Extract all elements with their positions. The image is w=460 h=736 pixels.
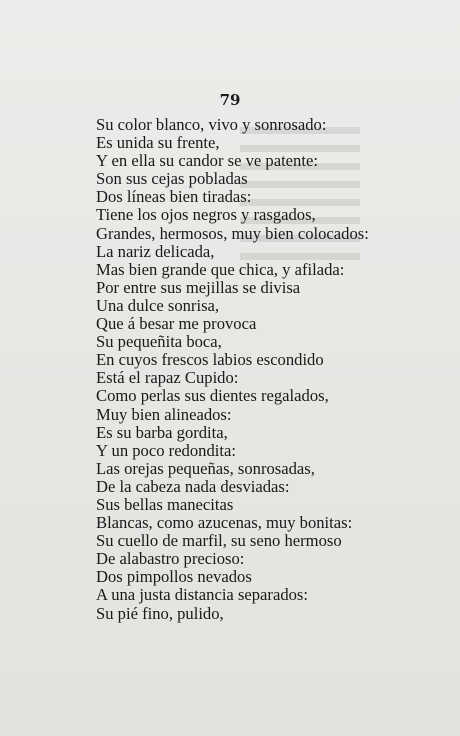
poem-line: A una justa distancia separados: [96, 585, 308, 605]
poem-line: En cuyos frescos labios escondido [96, 350, 324, 370]
poem-line: Dos pimpollos nevados [96, 567, 252, 587]
poem-text [96, 116, 369, 623]
poem-line: Por entre sus mejillas se divisa [96, 277, 301, 297]
poem-line: Sus bellas manecitas [96, 494, 234, 514]
poem-line: Tiene los ojos negros y rasgados, [96, 205, 316, 225]
poem-line: Una dulce sonrisa, [96, 295, 220, 315]
poem-line: Grandes, hermosos, muy bien colocados: [96, 223, 369, 243]
poem-line: Su pié fino, pulido, [96, 603, 224, 623]
poem-line: Está el rapaz Cupido: [96, 368, 239, 388]
poem-line: Las orejas pequeñas, sonrosadas, [96, 458, 315, 478]
poem-line: Su cuello de marfil, su seno hermoso [96, 531, 342, 551]
poem-line: Su color blanco, vivo y sonrosado: [96, 115, 327, 134]
poem-line: De la cabeza nada desviadas: [96, 476, 290, 496]
poem-line: Que á besar me provoca [96, 314, 257, 334]
poem-line: Es unida su frente, [96, 133, 220, 153]
poem-line: Su pequeñita boca, [96, 332, 222, 352]
poem-line: Como perlas sus dientes regalados, [96, 386, 329, 406]
poem-line: Y en ella su candor se ve patente: [96, 151, 318, 171]
poem-line: Blancas, como azucenas, muy bonitas: [96, 513, 353, 533]
poem-line: Y un poco redondita: [96, 440, 236, 460]
poem-line: La nariz delicada, [96, 241, 215, 261]
poem-line: Mas bien grande que chica, y afilada: [96, 259, 345, 279]
poem-line: De alabastro precioso: [96, 549, 245, 569]
poem-line: Muy bien alineados: [96, 404, 232, 424]
poem-line: Son sus cejas pobladas [96, 169, 248, 189]
poem-line: Es su barba gordita, [96, 422, 228, 442]
poem-line: Dos líneas bien tiradas: [96, 187, 252, 207]
page-number: 79 [219, 91, 241, 109]
